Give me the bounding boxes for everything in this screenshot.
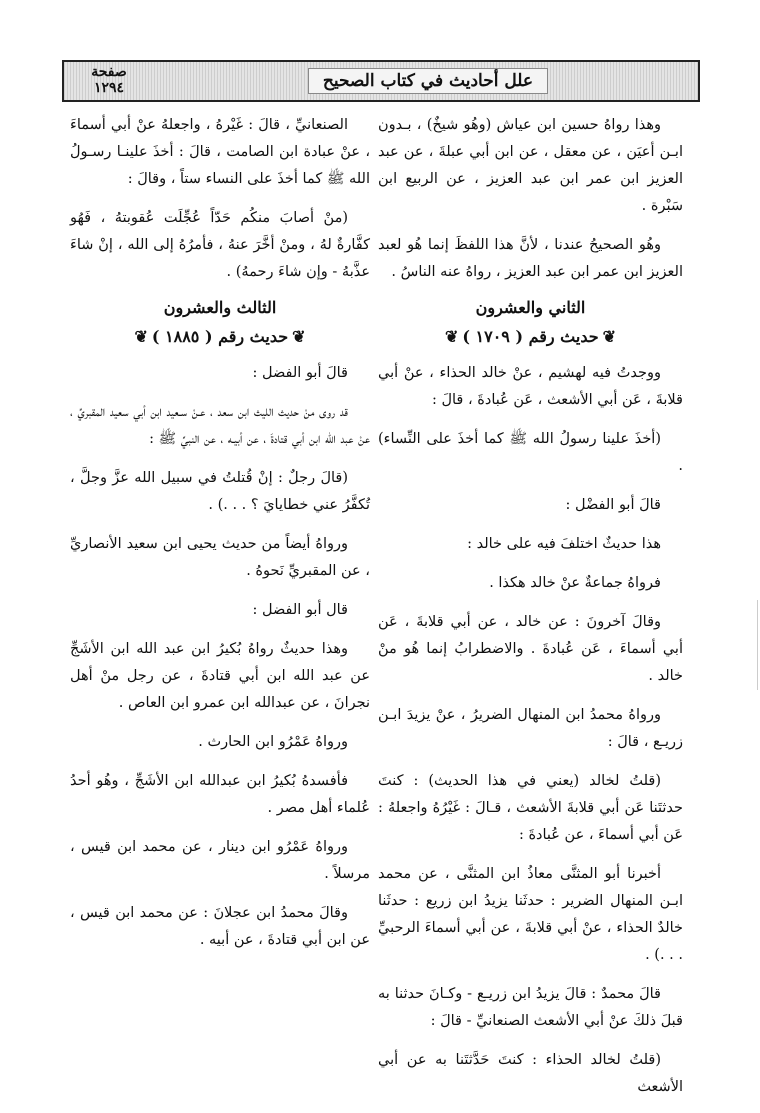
margin-mark xyxy=(757,600,758,690)
paragraph: وهُو الصحيحُ عندنا ، لأنَّ هذا اللفظَ إنما هُو لعبد العزيز ابن عمر ابن عبد العزيز ، رواهُ عنه الناسُ . xyxy=(378,237,683,280)
paragraph: وقالَ آخرونَ : عن خالد ، عن أبي قلابةَ ، عَن أبي أسماءَ ، عَن عُبادةَ . والاضطرابُ إنما هُو منْ خالد . xyxy=(378,614,683,684)
page-label: صفحة xyxy=(91,64,127,80)
paragraph: وقالَ محمدُ ابن عجلانَ : عن محمد ابن قيس ، عن ابن أبي قتادةَ ، عن أبيه . xyxy=(70,905,370,948)
paragraph: هذا حديثٌ اختلفَ فيه على خالد : xyxy=(467,536,661,552)
ornament-icon: ❦ xyxy=(444,327,459,346)
page-header xyxy=(62,60,700,102)
hadith-number-text: حديث رقم ( ١٧٠٩ ) xyxy=(462,327,599,346)
paragraph: قالَ أبو الفضْل : xyxy=(565,497,661,513)
right-column xyxy=(378,112,683,1113)
paragraph: قد روى منْ حديث الليث ابن سعد ، عـنْ سـعيد ابن أبي سعيد المقبريِّ ، عنْ عبد الله ابن أبي قتادةَ ، عن أبيـه ، عن النبيِّ ﷺ : xyxy=(70,404,370,447)
hadith-number-heading xyxy=(378,327,683,346)
paragraph: فأفسدهُ بُكيرُ ابن عبدالله ابن الأشَجِّ ، وهُو أحدُ عُلماء أهل مصر . xyxy=(70,773,370,816)
paragraph: ورواهُ محمدُ ابن المنهال الضريرُ ، عنْ يزيدَ ابـن زريـع ، قالَ : xyxy=(378,707,683,750)
page-number: ١٢٩٤ xyxy=(93,80,125,96)
paragraph: فرواهُ جماعةٌ عنْ خالد هكذا . xyxy=(489,575,661,591)
hadith-number-text: حديث رقم ( ١٨٨٥ ) xyxy=(151,327,289,346)
left-column xyxy=(70,112,370,966)
paragraph: وهذا حديثٌ رواهُ بُكيرُ ابن عبد الله ابن الأشَجِّ عن عبد الله ابن أبي قتادةَ ، عن رجل منْ أهل نجرانَ ، عن عبدالله ابن عمرو ابن العاص . xyxy=(70,641,370,711)
hadith-number-heading xyxy=(70,327,370,346)
section-heading: الثاني والعشرون xyxy=(475,298,586,317)
paragraph: ووجدتُ فيه لهشيم ، عنْ خالد الحذاء ، عنْ أبي قلابةَ ، عَن أبي الأشعث ، عَن عُبادةَ ، قالَ : xyxy=(378,365,683,408)
paragraph: (قلتُ لخالد (يعني في هذا الحديث) : كنتَ حدثتَنا عَن أبي قلابةَ الأشعث ، قـالَ : غَيْرُهُ واجعلهُ : عَن أبي أسماءَ ، عن عُبادةَ : xyxy=(378,773,683,843)
paragraph: ورواهُ عَمْرُو ابن الحارث . xyxy=(198,734,348,750)
paragraph: ورواهُ عَمْرُو ابن دينار ، عن محمد ابن قيس ، مرسلاً . xyxy=(70,839,370,882)
paragraph: قال أبو الفضل : xyxy=(252,602,348,618)
ornament-icon: ❦ xyxy=(602,327,617,346)
paragraph: (قلتُ لخالد الحذاء : كنتَ حَدَّثتَنا به عن أبي الأشعث xyxy=(378,1052,683,1095)
paragraph: أخبرنا أبو المثنَّى معاذُ ابن المثنَّى ، عن محمد ابـن المنهال الضرير : حدثَنا يزيدُ ابن زريع : حدثَنا خالدٌ الحذاء ، عنْ أبي قلابةَ ، عن أبي أسماءَ الرحبيِّ . . .) . xyxy=(378,866,683,963)
running-title: علل أحاديث في كتاب الصحيح xyxy=(308,68,548,94)
ornament-icon: ❦ xyxy=(292,327,306,346)
paragraph: (قالَ رجلٌ : إنْ قُتلتُ في سبيل الله عزَّ وجلَّ ، تُكفَّرُ عني خطايايَ ؟ . . .) . xyxy=(70,470,370,513)
paragraph: الصنعانيِّ ، قالَ : غَيْرهُ ، واجعلهُ عنْ أبي أسماءَ ، عنْ عبادة ابن الصامت ، قالَ : أخذَ علينـا رسـولُ الله ﷺ كما أخذَ على النساء ستاً ، وقالَ : xyxy=(70,117,370,187)
paragraph: ورواهُ أيضاً من حديث يحيى ابن سعيد الأنصاريِّ ، عن المقبريِّ نَحوهُ . xyxy=(70,536,370,579)
section-heading: الثالث والعشرون xyxy=(163,298,277,317)
paragraph: وهذا رواهُ حسين ابن عياش (وهُو شيخٌ) ، بـدون ابـن أعيَن ، عن معقل ، عن ابن أبي عبلةَ ، عن عبد العزيز ابن عمر ابن عبد العزيز ، عن الربيع ابن سَبْرة . xyxy=(378,117,683,214)
paragraph: قالَ محمدٌ : قالَ يزيدُ ابن زريـع - وكـانَ حدثنا به قبلَ ذلكَ عنْ أبي الأشعث الصنعانيِّ - قالَ : xyxy=(378,986,683,1029)
paragraph: قالَ أبو الفضل : xyxy=(252,365,348,381)
page-number-box xyxy=(74,64,144,96)
ornament-icon: ❦ xyxy=(134,327,148,346)
paragraph: (أخذَ علينا رسولُ الله ﷺ كما أخذَ على النِّساء) . xyxy=(378,431,683,474)
paragraph: (منْ أصابَ منكُم حَدّاً عُجِّلَت عُقوبتهُ ، فَهُو كفَّارةٌ لهُ ، ومنْ أخَّرَ عنهُ ، فأمرُهُ إلى الله ، إنْ شاءَ عذَّبهُ - وإن شاءَ رحمهُ) . xyxy=(70,210,370,280)
